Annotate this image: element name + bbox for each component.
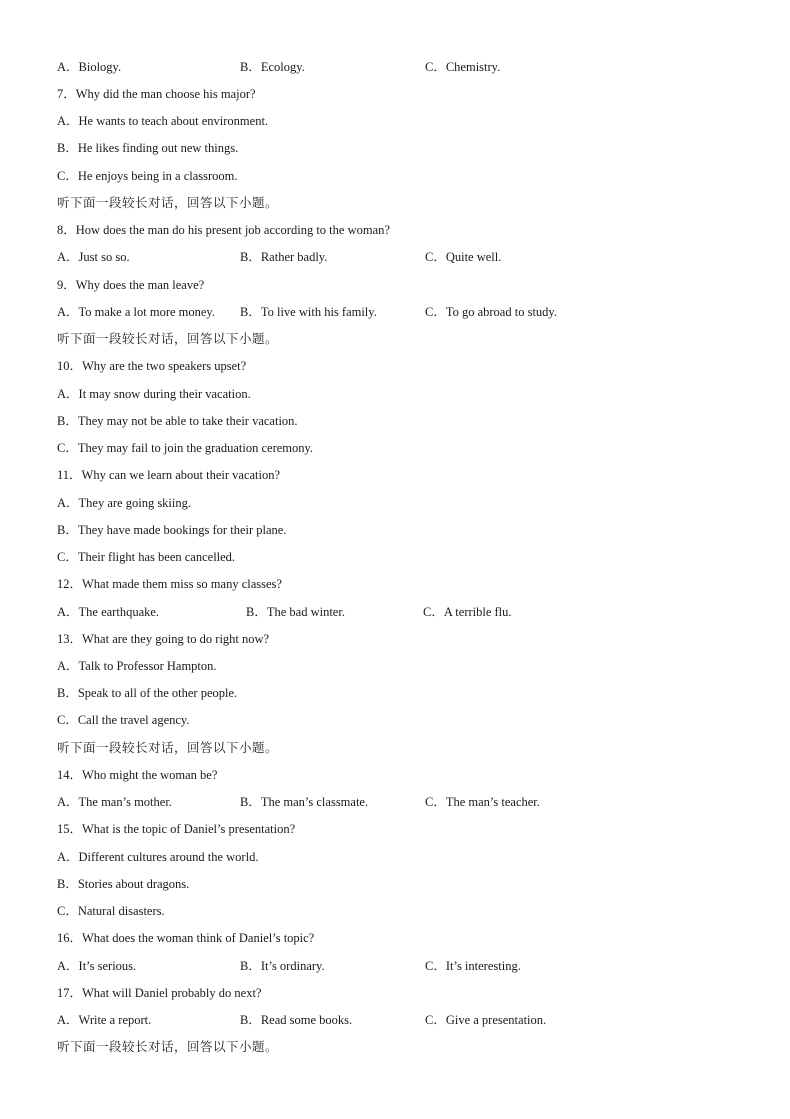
option-line: C．Call the travel agency.: [57, 713, 190, 727]
option-b: B．The man’s classmate.: [240, 795, 369, 809]
option-a: A．Write a report.: [57, 1013, 152, 1027]
question-10: 10．Why are the two speakers upset?: [57, 359, 247, 373]
option-c: C．To go abroad to study.: [425, 305, 557, 319]
question-9: 9．Why does the man leave?: [57, 278, 205, 292]
option-c: C．Chemistry.: [425, 60, 501, 74]
option-b: B．The bad winter.: [246, 605, 345, 619]
option-c: C．The man’s teacher.: [425, 795, 540, 809]
option-line: C．Their flight has been cancelled.: [57, 550, 236, 564]
option-c: C．Give a presentation.: [425, 1013, 547, 1027]
option-line: A．It may snow during their vacation.: [57, 387, 251, 401]
question-14: 14．Who might the woman be?: [57, 768, 218, 782]
option-line: A．Different cultures around the world.: [57, 850, 259, 864]
section-instruction: 听下面一段较长对话，回答以下小题。: [57, 195, 279, 210]
option-b: B．To live with his family.: [240, 305, 377, 319]
option-line: A．He wants to teach about environment.: [57, 114, 269, 128]
option-line: B．They have made bookings for their plane.: [57, 523, 287, 537]
question-11: 11．Why can we learn about their vacation?: [57, 468, 281, 482]
option-line: A．They are going skiing.: [57, 496, 192, 510]
question-13: 13．What are they going to do right now?: [57, 632, 270, 646]
option-c: C．It’s interesting.: [425, 959, 521, 973]
question-15: 15．What is the topic of Daniel’s presentation?: [57, 822, 296, 836]
question-7: 7．Why did the man choose his major?: [57, 87, 256, 101]
option-a: A．The earthquake.: [57, 605, 160, 619]
option-b: B．Ecology.: [240, 60, 305, 74]
question-12: 12．What made them miss so many classes?: [57, 577, 282, 591]
option-line: B．Stories about dragons.: [57, 877, 190, 891]
option-line: B．He likes finding out new things.: [57, 141, 239, 155]
option-line: C．Natural disasters.: [57, 904, 165, 918]
option-a: A．Just so so.: [57, 250, 130, 264]
option-c: C．Quite well.: [425, 250, 502, 264]
option-a: A．It’s serious.: [57, 959, 137, 973]
option-c: C．A terrible flu.: [423, 605, 512, 619]
question-16: 16．What does the woman think of Daniel’s topic?: [57, 931, 315, 945]
option-b: B．Read some books.: [240, 1013, 353, 1027]
section-instruction: 听下面一段较长对话，回答以下小题。: [57, 331, 279, 346]
option-a: A．The man’s mother.: [57, 795, 172, 809]
option-line: B．They may not be able to take their vacation.: [57, 414, 298, 428]
option-b: B．It’s ordinary.: [240, 959, 325, 973]
option-b: B．Rather badly.: [240, 250, 328, 264]
section-instruction: 听下面一段较长对话，回答以下小题。: [57, 740, 279, 755]
question-17: 17．What will Daniel probably do next?: [57, 986, 262, 1000]
option-line: C．He enjoys being in a classroom.: [57, 169, 238, 183]
option-line: C．They may fail to join the graduation ceremony.: [57, 441, 314, 455]
option-line: B．Speak to all of the other people.: [57, 686, 238, 700]
option-line: A．Talk to Professor Hampton.: [57, 659, 217, 673]
section-instruction: 听下面一段较长对话，回答以下小题。: [57, 1039, 279, 1054]
question-8: 8．How does the man do his present job according to the woman?: [57, 223, 390, 237]
option-a: A．To make a lot more money.: [57, 305, 215, 319]
option-a: A．Biology.: [57, 60, 122, 74]
